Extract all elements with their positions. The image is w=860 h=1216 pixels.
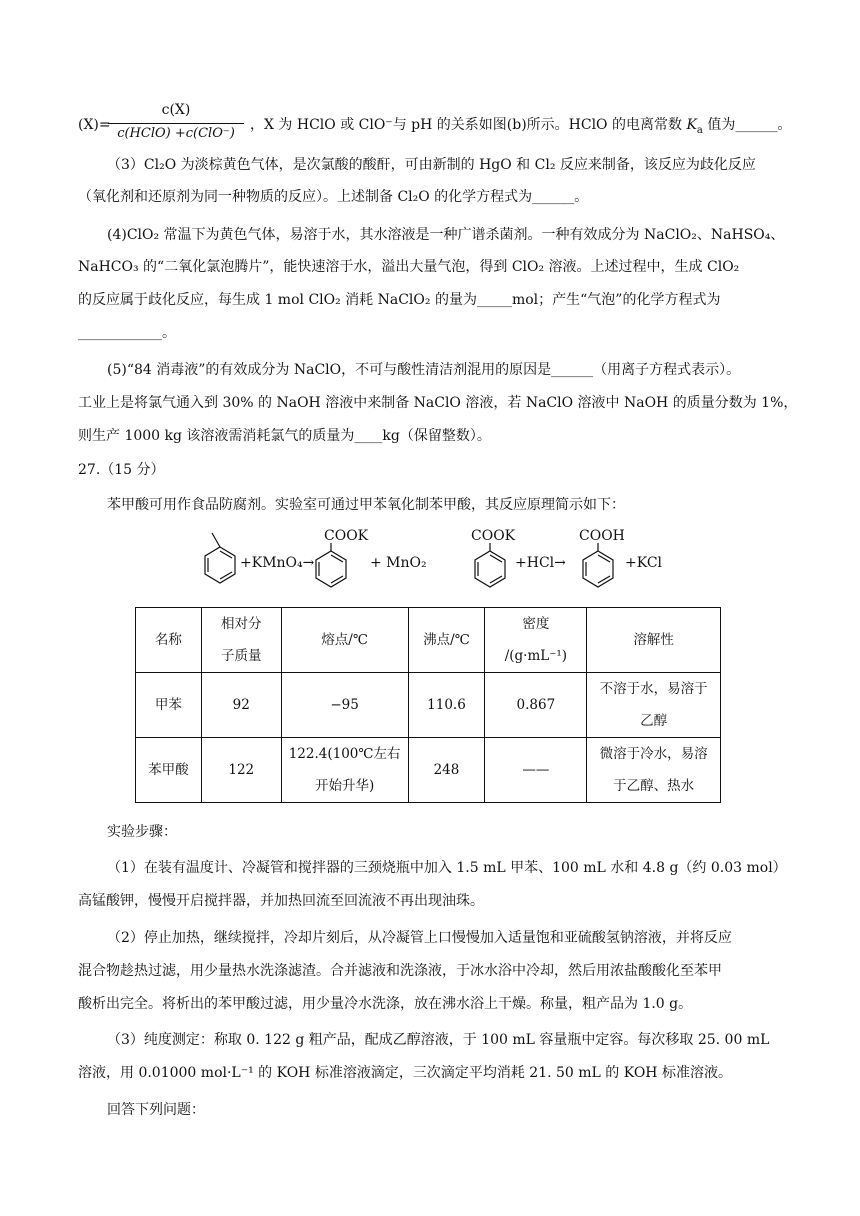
product-cooh: COOH xyxy=(579,528,625,544)
step2-line-1: （2）停止加热，继续搅拌，冷却片刻后，从冷凝管上口慢慢加入适量饱和亚硫酸氢钠溶液，并将反应 xyxy=(107,930,732,946)
ka-question-line xyxy=(250,115,791,135)
cell-solubility: 微溶于冷水，易溶 于乙醇、热水 xyxy=(587,738,721,803)
header-melting-point: 熔点/℃ xyxy=(281,608,408,673)
product-kcl: +KCl xyxy=(625,555,663,571)
ka-subscript: a xyxy=(696,124,703,136)
fraction-lead: (X)= xyxy=(78,117,111,133)
table-row xyxy=(136,738,721,803)
steps-heading: 实验步骤： xyxy=(107,824,177,840)
cell-mw: 92 xyxy=(201,673,281,738)
fraction-bar xyxy=(108,123,244,124)
header-name: 名称 xyxy=(136,608,202,673)
header-boiling-point: 沸点/℃ xyxy=(408,608,485,673)
table-header-row xyxy=(136,608,721,673)
ka-text-2: 值为______。 xyxy=(702,117,792,133)
step3-line-1: （3）纯度测定：称取 0. 122 g 粗产品，配成乙醇溶液，于 100 mL 容量瓶中定容。每次移取 25. 00 mL xyxy=(107,1032,770,1048)
product-mno2: + MnO₂ xyxy=(370,555,427,571)
step2-line-2: 混合物趁热过滤，用少量热水洗涤滤渣。合并滤液和洗涤液，于冰水浴中冷却，然后用浓盐酸酸化至苯甲 xyxy=(78,963,722,979)
step2-line-3: 酸析出完全。将析出的苯甲酸过滤，用少量冷水洗涤，放在沸水浴上干燥。称量，粗产品为 1.0 g。 xyxy=(78,996,693,1012)
potassium-benzoate-structure-1 xyxy=(316,543,346,587)
q3-line-1: （3）Cl₂O 为淡棕黄色气体，是次氯酸的酸酐，可由新制的 HgO 和 Cl₂ 反应来制备，该反应为歧化反应 xyxy=(107,157,756,173)
cell-density: —— xyxy=(485,738,587,803)
cell-name: 苯甲酸 xyxy=(136,738,202,803)
q4-line-4: ____________。 xyxy=(78,325,176,341)
table-row xyxy=(136,673,721,738)
q3-line-2: （氧化剂和还原剂为同一种物质的反应）。上述制备 Cl₂O 的化学方程式为______。 xyxy=(78,189,589,205)
cell-name: 甲苯 xyxy=(136,673,202,738)
cell-mp: 122.4(100℃左右 开始升华) xyxy=(281,738,408,803)
toluene-structure xyxy=(205,533,235,583)
cell-solubility: 不溶于水，易溶于 乙醇 xyxy=(587,673,721,738)
cell-bp: 248 xyxy=(408,738,485,803)
benzoic-acid-structure xyxy=(583,543,613,587)
q4-line-3: 的反应属于歧化反应，每生成 1 mol ClO₂ 消耗 NaClO₂ 的量为_____mol；产生“气泡”的化学方程式为 xyxy=(78,292,721,308)
ka-text-1: ，X 为 HClO 或 ClO⁻与 pH 的关系如图(b)所示。HClO 的电离常数 xyxy=(250,117,687,133)
cell-mw: 122 xyxy=(201,738,281,803)
ka-symbol: K xyxy=(686,117,697,133)
properties-table xyxy=(135,607,721,803)
q5-line-2: 工业上是将氯气通入到 30% 的 NaOH 溶液中来制备 NaClO 溶液，若 NaClO 溶液中 NaOH 的质量分数为 1%， xyxy=(78,395,798,411)
q4-line-2: NaHCO₃ 的“二氧化氯泡腾片”，能快速溶于水，溢出大量气泡，得到 ClO₂ 溶液。上述过程中，生成 ClO₂ xyxy=(78,259,740,275)
step1-line-1: （1）在装有温度计、冷凝管和搅拌器的三颈烧瓶中加入 1.5 mL 甲苯、100 mL 水和 4.8 g（约 0.03 mol） xyxy=(107,860,787,876)
reactant-cook-2: COOK xyxy=(471,528,516,544)
header-solubility: 溶解性 xyxy=(587,608,721,673)
cell-bp: 110.6 xyxy=(408,673,485,738)
q27-intro: 苯甲酸可用作食品防腐剂。实验室可通过甲苯氧化制苯甲酸，其反应原理简示如下： xyxy=(107,497,625,513)
header-density: 密度 /(g·mL⁻¹) xyxy=(485,608,587,673)
cell-density: 0.867 xyxy=(485,673,587,738)
step3-line-2: 溶液，用 0.01000 mol·L⁻¹ 的 KOH 标准溶液滴定，三次滴定平均消耗 21. 50 mL 的 KOH 标准溶液。 xyxy=(78,1065,732,1081)
fraction-numerator: c(X) xyxy=(161,102,191,118)
fraction-denominator: c(HClO) +c(ClO⁻) xyxy=(117,126,235,141)
q5-line-1: (5)“84 消毒液”的有效成分为 NaClO，不可与酸性清洁剂混用的原因是______（用离子方程式表示）。 xyxy=(107,362,741,378)
q4-line-1: (4)ClO₂ 常温下为黄色气体，易溶于水，其水溶液是一种广谱杀菌剂。一种有效成分为 NaClO₂、NaHSO₄、 xyxy=(107,227,785,243)
product-cook-1: COOK xyxy=(324,528,369,544)
q27-heading: 27.（15 分） xyxy=(78,462,165,478)
step1-line-2: 高锰酸钾，慢慢开启搅拌器，并加热回流至回流液不再出现油珠。 xyxy=(78,893,484,909)
answer-prompt: 回答下列问题： xyxy=(107,1102,205,1118)
potassium-benzoate-structure-2 xyxy=(475,543,505,587)
reagent-kmno4: +KMnO₄→ xyxy=(240,555,315,571)
header-molecular-mass: 相对分 子质量 xyxy=(201,608,281,673)
cell-mp: −95 xyxy=(281,673,408,738)
reaction-scheme xyxy=(190,525,670,597)
reagent-hcl: +HCl→ xyxy=(515,555,566,571)
distribution-fraction xyxy=(108,102,244,150)
q5-line-3: 则生产 1000 kg 该溶液需消耗氯气的质量为____kg（保留整数）。 xyxy=(78,428,491,444)
